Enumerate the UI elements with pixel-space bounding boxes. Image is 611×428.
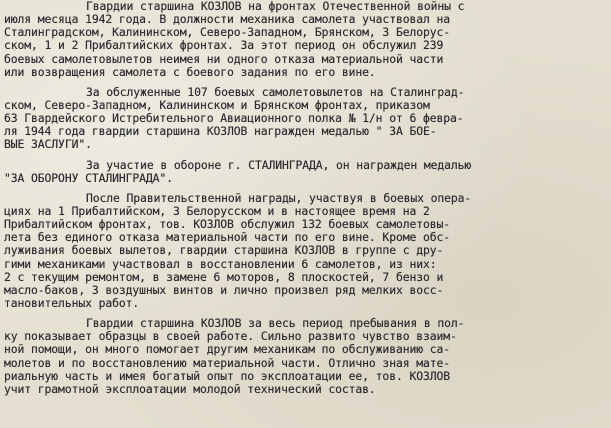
paragraph-stalingrad-medal bbox=[0, 159, 611, 185]
paragraph-first-award bbox=[0, 86, 611, 152]
text-line: тановительных работ. bbox=[4, 295, 140, 310]
text-line: ВЫЕ ЗАСЛУГИ". bbox=[4, 137, 92, 152]
text-line: или возвращения самолета с боевого задания по его вине. bbox=[4, 64, 376, 79]
text-line: риальную часть и имея богатый опыт по эксплоатации ее, тов. КОЗЛОВ bbox=[4, 368, 451, 383]
text-line: За обслуженные 107 боевых самолетовылетов на Сталинград- bbox=[86, 84, 465, 99]
text-line: ля 1944 года гвардии старшина КОЗЛОВ награжден медалью " ЗА БОЕ- bbox=[4, 124, 437, 139]
text-line: Сталинградском, Калининском, Северо-Западном, Брянском, 3 Белорус- bbox=[4, 25, 451, 40]
text-line: боевых самолетовылетов неимея ни одного отказа материальной части bbox=[4, 51, 444, 66]
text-line: После Правительственной награды, участвуя в боевых опера- bbox=[86, 190, 472, 205]
text-line: июля месяца 1942 года. В должности механика самолета участвовал на bbox=[4, 12, 451, 27]
paragraph-after-award bbox=[0, 192, 611, 310]
text-line: ском, 1 и 2 Прибалтийских фронтах. За этот период он обслужил 239 bbox=[4, 38, 444, 53]
text-line: Прибалтийском фронтах, тов. КОЗЛОВ обслужил 132 боевых самолетовы- bbox=[4, 217, 451, 232]
text-line: Гвардии старшина КОЗЛОВ на фронтах Отечественной войны с bbox=[86, 0, 465, 13]
paragraph-characteristics bbox=[0, 317, 611, 396]
text-line: учит грамотной эксплоатации молодой технический состав. bbox=[4, 381, 376, 396]
text-line: гими механиками участвовал в восстановлении 6 самолетов, из них: bbox=[4, 256, 437, 271]
text-line: молетов и по восстановлению материальной части. Отлично зная мате- bbox=[4, 355, 451, 370]
text-line: луживания боевых вылетов, гвардии старшина КОЗЛОВ в группе с дру- bbox=[4, 243, 444, 258]
text-line: ку показывает образцы в своей работе. Сильно развито чувство взаим- bbox=[4, 329, 457, 344]
text-line: циях на 1 Прибалтийском, 3 Белорусском и в настоящее время на 2 bbox=[4, 203, 430, 218]
text-line: ском, Северо-Западном, Калининском и Брянском фронтах, приказом bbox=[4, 97, 430, 112]
text-line: ной помощи, он много помогает другим механикам по обслуживанию са- bbox=[4, 342, 451, 357]
text-line: За участие в обороне г. СТАЛИНГРАДА, он награжден медалью bbox=[86, 157, 472, 172]
text-line: лета без единого отказа материальной части по его вине. Кроме обс- bbox=[4, 230, 451, 245]
text-line: Гвардии старшина КОЗЛОВ за весь период пребывания в пол- bbox=[86, 316, 465, 331]
text-line: "ЗА ОБОРОНУ СТАЛИНГРАДА". bbox=[4, 170, 173, 185]
text-line: 63 Гвардейского Истребительного Авиационного полка № 1/н от 6 февра- bbox=[4, 111, 464, 126]
text-line: масло-баков, 3 воздушных винтов и лично произвел ряд мелких восс- bbox=[4, 282, 444, 297]
text-line: 2 с текущим ремонтом, в замене 6 моторов, 8 плоскостей, 7 бензо и bbox=[4, 269, 444, 284]
paragraph-service-record bbox=[0, 0, 611, 79]
